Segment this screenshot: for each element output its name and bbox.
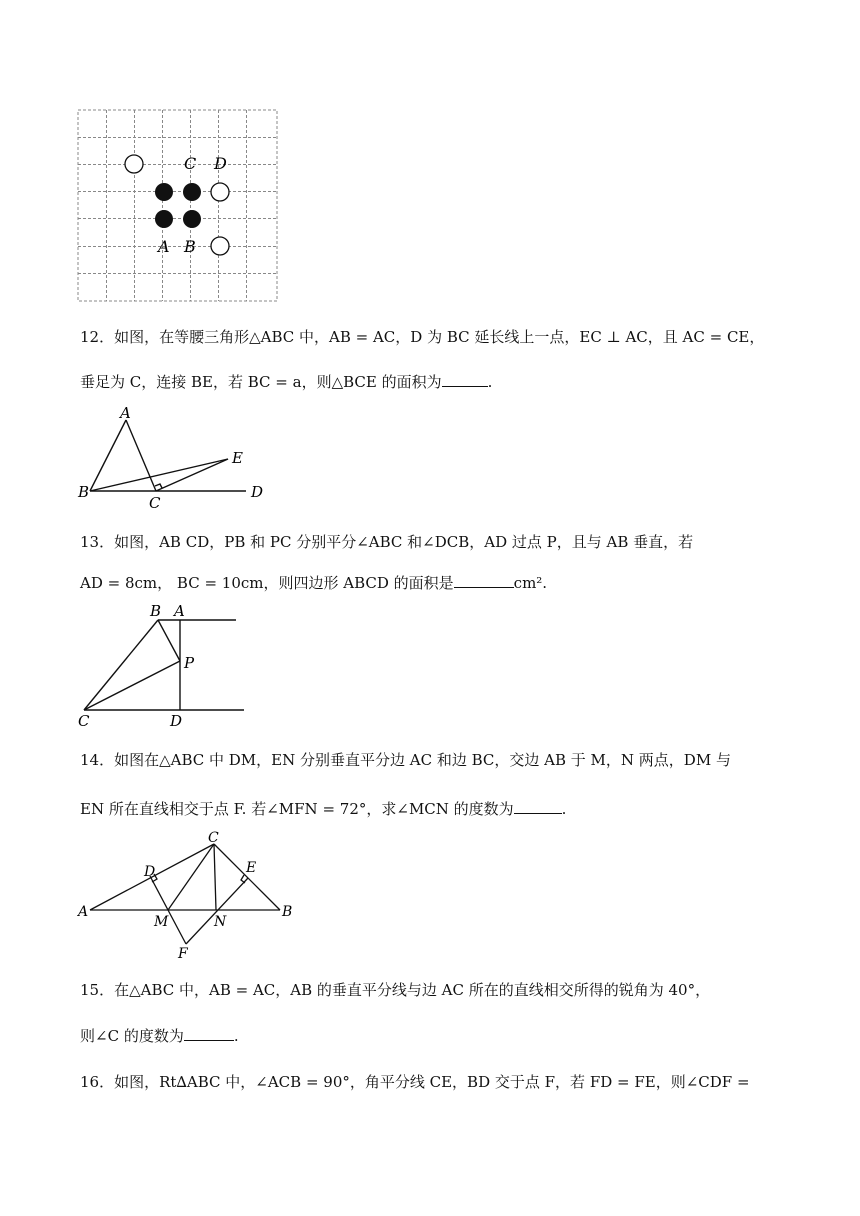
problem-15-line-1: 15．在△ABC 中，AB = AC，AB 的垂直平分线与边 AC 所在的直线相交所得的锐角为 40°，	[80, 981, 711, 999]
problem-14-line-1: 14．如图在△ABC 中 DM，EN 分别垂直平分边 AC 和边 BC，交边 AB 于 M，N 两点，DM 与	[80, 751, 731, 769]
white-stone	[125, 155, 143, 173]
problem-12-line-2: 垂足为 C，连接 BE，若 BC = a，则△BCE 的面积为 .	[80, 373, 493, 391]
svg-text:E: E	[232, 449, 243, 467]
svg-text:E: E	[246, 860, 257, 876]
svg-text:C: C	[78, 712, 90, 730]
black-stone	[155, 183, 173, 201]
svg-text:F: F	[178, 946, 188, 962]
go-grid-figure	[76, 108, 280, 304]
problem-13-line-2: AD = 8cm， BC = 10cm，则四边形 ABCD 的面积是 cm².	[80, 574, 548, 592]
problem-number: 16．	[80, 1073, 115, 1091]
svg-text:D: D	[170, 712, 183, 730]
problem-15-line-2: 则∠C 的度数为 .	[80, 1027, 239, 1045]
problem-13-line-1: 13．如图，AB CD，PB 和 PC 分别平分∠ABC 和∠DCB，AD 过点 P，且与 AB 垂直，若	[80, 533, 694, 551]
svg-text:C: C	[208, 830, 219, 846]
white-stone	[211, 183, 229, 201]
svg-text:A: A	[120, 404, 131, 422]
svg-text:A: A	[78, 904, 89, 920]
problem-14-line-2: EN 所在直线相交于点 F. 若∠MFN = 72°，求∠MCN 的度数为 .	[80, 800, 567, 818]
svg-text:D: D	[144, 864, 156, 880]
problem-number: 14．	[80, 751, 115, 769]
svg-text:A: A	[174, 602, 185, 620]
problem-16-line-1: 16．如图，Rt∆ABC 中，∠ACB = 90°，角平分线 CE，BD 交于点 F，若 FD = FE，则∠CDF =	[80, 1073, 750, 1091]
svg-text:B: B	[150, 602, 162, 620]
black-stone	[183, 183, 201, 201]
quadrilateral-figure-13	[74, 600, 254, 730]
svg-text:N: N	[214, 914, 227, 930]
black-stone	[183, 210, 201, 228]
svg-text:D: D	[251, 483, 264, 501]
svg-text:M: M	[154, 914, 169, 930]
svg-text:C: C	[149, 494, 161, 512]
svg-text:B: B	[282, 904, 293, 920]
answer-blank[interactable]	[184, 1026, 234, 1041]
label-b: B	[184, 237, 196, 256]
problem-number: 12．	[80, 328, 115, 346]
answer-blank[interactable]	[442, 372, 488, 387]
triangle-figure-14	[74, 828, 304, 962]
answer-blank[interactable]	[514, 799, 562, 814]
answer-blank[interactable]	[454, 573, 514, 588]
triangle-figure-12	[74, 404, 274, 514]
svg-text:P: P	[184, 654, 195, 672]
problem-number: 15．	[80, 981, 115, 999]
black-stone	[155, 210, 173, 228]
label-d: D	[214, 154, 227, 173]
problem-12-line-1: 12．如图，在等腰三角形△ABC 中，AB = AC，D 为 BC 延长线上一点，EC ⊥ AC，且 AC = CE，	[80, 328, 765, 346]
problem-number: 13．	[80, 533, 115, 551]
svg-text:B: B	[78, 483, 90, 501]
label-a: A	[158, 237, 170, 256]
label-c: C	[184, 154, 197, 173]
white-stone	[211, 237, 229, 255]
